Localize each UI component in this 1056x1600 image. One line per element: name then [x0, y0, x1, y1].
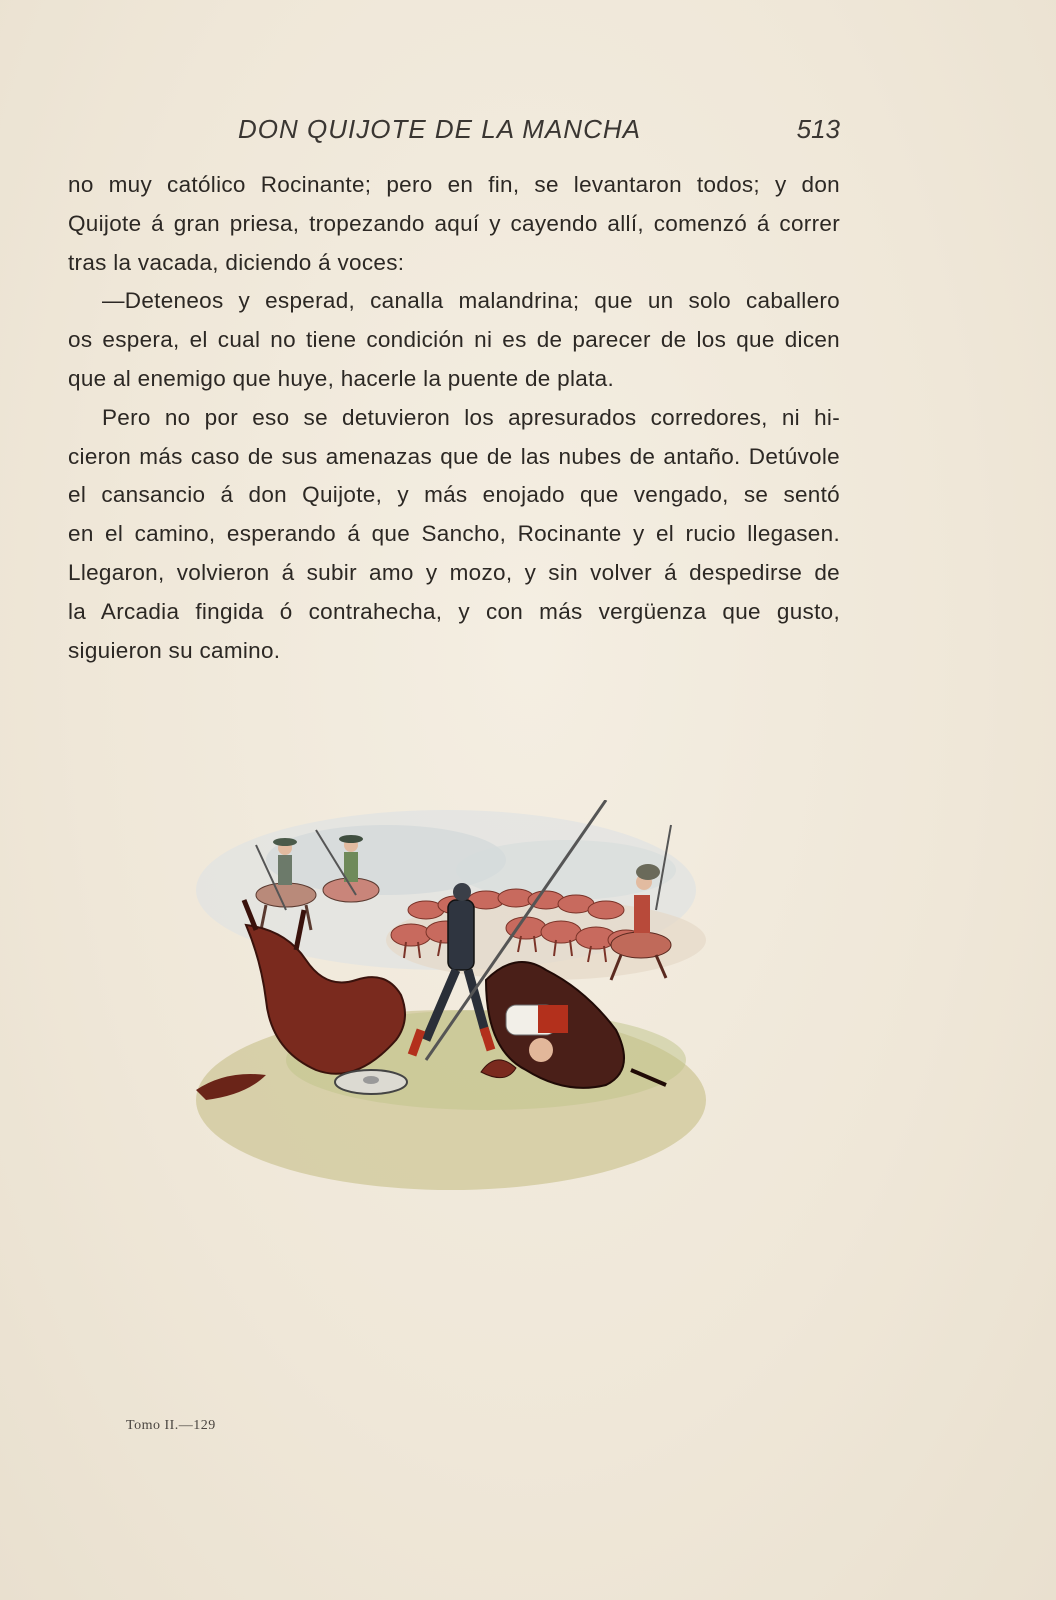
running-title: DON QUIJOTE DE LA MANCHA	[238, 114, 641, 144]
running-head	[68, 114, 840, 148]
text-line: no muy católico Rocinante; pero en fin, se levantaron todos; y don	[68, 172, 840, 197]
page-number: 513	[796, 114, 840, 144]
text-line: Pero no por eso se detuvieron los apresurados corredores, ni hi-	[102, 404, 840, 430]
text-line: la Arcadia fingida ó contrahecha, y con más vergüenza que gusto,	[68, 598, 840, 624]
illustration	[186, 800, 706, 1195]
text-line: que al enemigo que huye, hacerle la puente de plata.	[68, 365, 614, 391]
text-line: tras la vacada, diciendo á voces:	[68, 249, 405, 275]
body-text	[68, 166, 840, 670]
text-line: el cansancio á don Quijote, y más enojado que vengado, se sentó	[68, 482, 840, 508]
text-line: Llegaron, volvieron á subir amo y mozo, y sin volver á despedirse de	[68, 559, 840, 585]
text-line: —Deteneos y esperad, canalla malandrina; que un solo caballero	[102, 288, 840, 314]
text-line: os espera, el cual no tiene condición ni es de parecer de los que dicen	[68, 327, 840, 353]
text-line: en el camino, esperando á que Sancho, Rocinante y el rucio llegasen.	[68, 521, 840, 547]
footer-signature: Tomo II.—129	[126, 1418, 216, 1433]
illustration-drawing	[186, 800, 706, 1195]
text-line: cieron más caso de sus amenazas que de las nubes de antaño. Detúvole	[68, 443, 840, 469]
text-line: siguieron su camino.	[68, 637, 281, 663]
text-line: Quijote á gran priesa, tropezando aquí y cayendo allí, comenzó á correr	[68, 210, 840, 236]
